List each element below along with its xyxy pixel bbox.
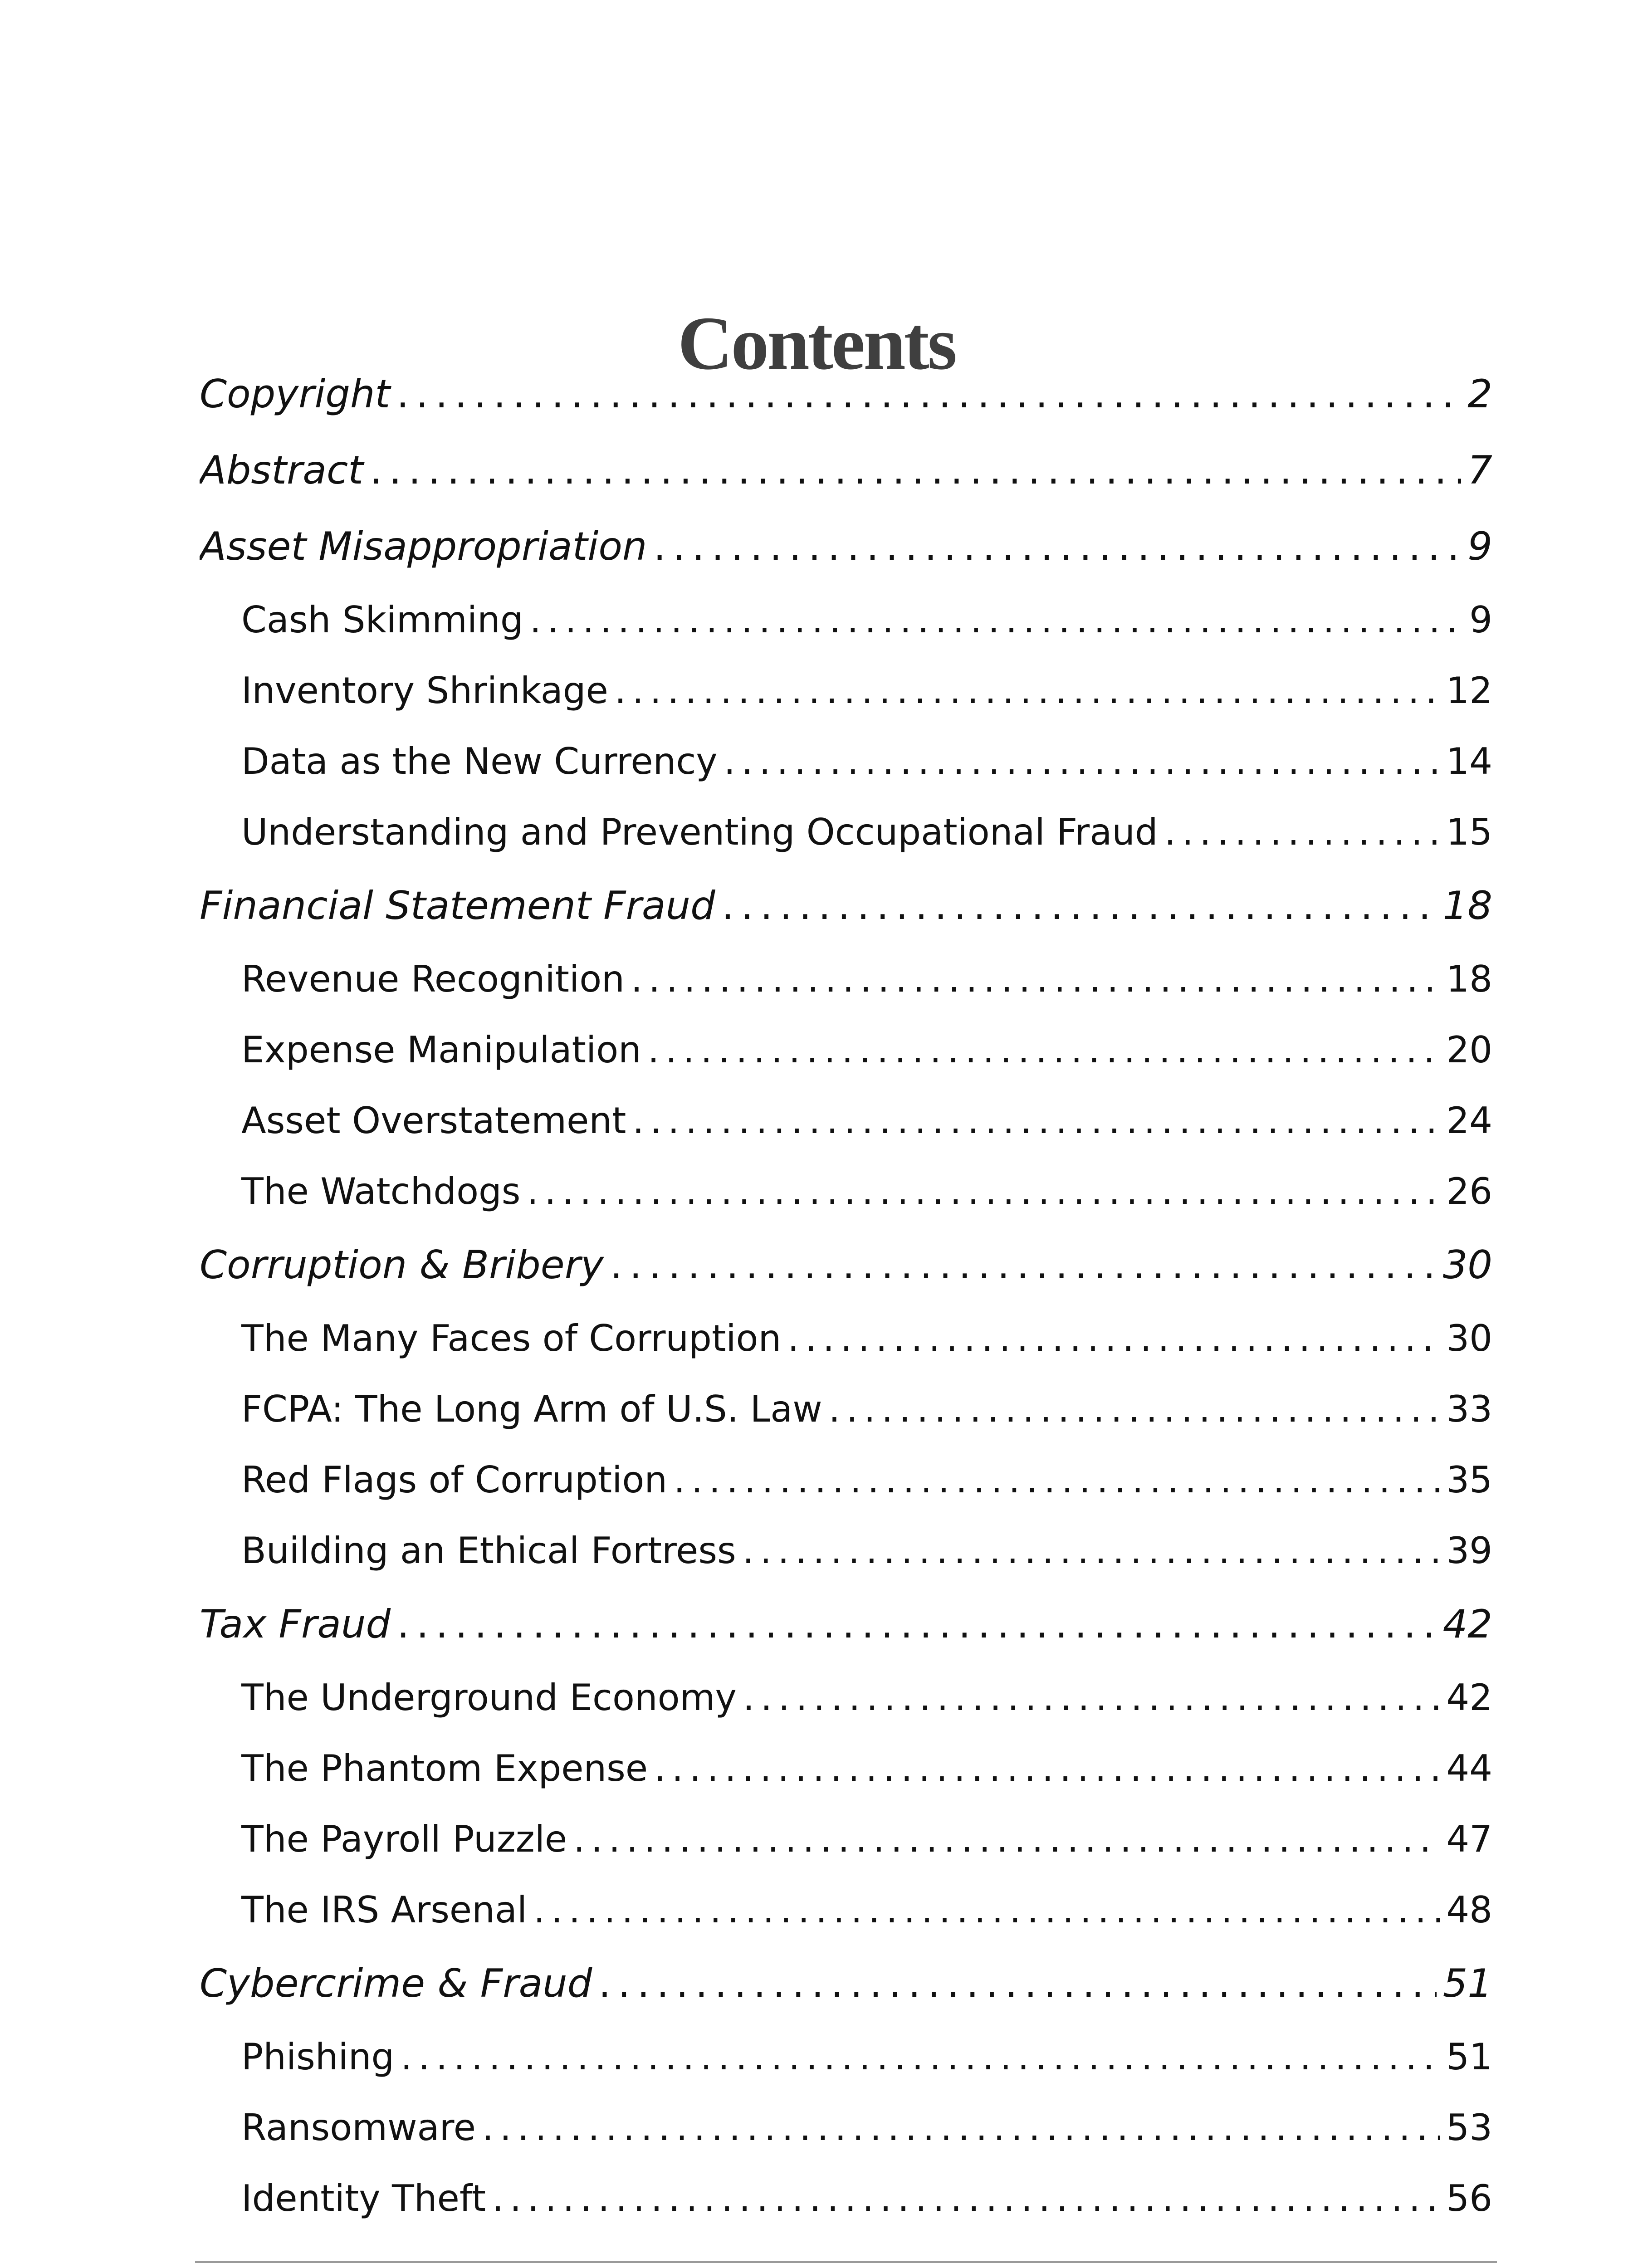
toc-entry-title: Cybercrime & Fraud [200,1961,592,2006]
toc-entry[interactable] [200,2022,1492,2092]
toc-page-number: 51 [1446,2036,1492,2078]
toc-entry[interactable] [200,1227,1492,1303]
dot-leader [396,356,1461,432]
toc-page-number: 26 [1446,1170,1492,1212]
dot-leader [533,1875,1440,1945]
dot-leader [615,655,1440,726]
toc-entry-title: Inventory Shrinkage [241,670,608,712]
dot-leader [610,1227,1437,1303]
dot-leader [401,2022,1440,2092]
toc-entry-title: Asset Overstatement [241,1100,626,1142]
toc-entry-title: Ransomware [241,2107,476,2149]
toc-entry[interactable] [200,1662,1492,1733]
toc-entry-title: Copyright [200,371,391,417]
dot-leader [527,1156,1440,1227]
dot-leader [492,2163,1440,2234]
toc-entry[interactable] [200,1085,1492,1156]
toc-entry-title: Revenue Recognition [241,958,625,1000]
dot-leader [787,1303,1440,1374]
toc-entry[interactable] [200,868,1492,944]
toc-entry-title: Data as the New Currency [241,740,718,782]
toc-page-number: 33 [1446,1388,1492,1430]
toc-page-number: 42 [1442,1602,1492,1647]
toc-page-number: 24 [1446,1100,1492,1142]
toc-entry-title: The Underground Economy [241,1677,737,1719]
table-of-contents [200,356,1492,2234]
toc-entry[interactable] [200,2163,1492,2234]
toc-page-number: 20 [1446,1029,1492,1071]
toc-entry[interactable] [200,726,1492,797]
toc-entry[interactable] [200,797,1492,868]
toc-page-number: 12 [1446,670,1492,712]
toc-page-number: 30 [1442,1242,1492,1288]
dot-leader [653,508,1461,585]
toc-entry[interactable] [200,944,1492,1015]
toc-entry[interactable] [200,432,1492,508]
toc-entry[interactable] [200,356,1492,432]
dot-leader [648,1015,1440,1085]
toc-entry-title: Identity Theft [241,2177,486,2219]
toc-page-number: 2 [1467,371,1492,417]
toc-page-number: 35 [1446,1459,1492,1501]
toc-page-number: 14 [1446,740,1492,782]
dot-leader [573,1804,1440,1875]
toc-entry[interactable] [200,1445,1492,1515]
toc-entry-title: Cash Skimming [241,599,523,641]
dot-leader [530,585,1463,655]
toc-entry-title: FCPA: The Long Arm of U.S. Law [241,1388,822,1430]
toc-entry[interactable] [200,1015,1492,1085]
toc-entry-title: The Phantom Expense [241,1747,648,1789]
toc-entry-title: Building an Ethical Fortress [241,1530,736,1572]
toc-entry-title: Understanding and Preventing Occupational Fraud [241,811,1158,853]
toc-page-number: 39 [1446,1530,1492,1572]
toc-page-number: 42 [1446,1677,1492,1719]
toc-entry-title: Red Flags of Corruption [241,1459,668,1501]
toc-entry[interactable] [200,1733,1492,1804]
toc-entry[interactable] [200,1875,1492,1945]
toc-page-number: 7 [1467,448,1492,493]
toc-entry[interactable] [200,585,1492,655]
toc-page-number: 56 [1446,2177,1492,2219]
toc-page-number: 9 [1469,599,1492,641]
toc-entry-title: Corruption & Bribery [200,1242,604,1288]
toc-entry[interactable] [200,1303,1492,1374]
toc-entry[interactable] [200,655,1492,726]
toc-entry[interactable] [200,1586,1492,1662]
dot-leader [743,1662,1440,1733]
dot-leader [397,1586,1437,1662]
toc-entry-title: Asset Misappropriation [200,524,647,569]
toc-entry[interactable] [200,1374,1492,1445]
toc-entry-title: Abstract [200,448,364,493]
toc-page-number: 44 [1446,1747,1492,1789]
dot-leader [722,868,1437,944]
toc-entry-title: Expense Manipulation [241,1029,641,1071]
toc-entry-title: Phishing [241,2036,395,2078]
dot-leader [654,1733,1440,1804]
toc-entry[interactable] [200,508,1492,585]
toc-entry-title: The Many Faces of Corruption [241,1317,782,1359]
toc-page-number: 15 [1446,811,1492,853]
toc-entry-title: The Payroll Puzzle [241,1818,567,1860]
toc-entry[interactable] [200,1515,1492,1586]
toc-entry[interactable] [200,2092,1492,2163]
toc-entry[interactable] [200,1156,1492,1227]
dot-leader [1164,797,1440,868]
toc-page-number: 18 [1442,883,1492,929]
toc-page-number: 53 [1446,2107,1492,2149]
dot-leader [829,1374,1440,1445]
toc-page-number: 51 [1442,1961,1492,2006]
dot-leader [370,432,1461,508]
page-title: Contents [677,301,956,386]
footer-divider [195,2261,1497,2263]
dot-leader [631,944,1440,1015]
dot-leader [598,1945,1436,2022]
toc-entry-title: Tax Fraud [200,1602,391,1647]
toc-page-number: 9 [1467,524,1492,569]
toc-entry[interactable] [200,1804,1492,1875]
toc-entry-title: The Watchdogs [241,1170,521,1212]
toc-page-number: 30 [1446,1317,1492,1359]
dot-leader [632,1085,1440,1156]
toc-page-number: 48 [1446,1889,1492,1931]
toc-entry[interactable] [200,1945,1492,2022]
toc-entry-title: Financial Statement Fraud [200,883,715,929]
dot-leader [743,1515,1440,1586]
toc-entry-title: The IRS Arsenal [241,1889,528,1931]
toc-page-number: 18 [1446,958,1492,1000]
dot-leader [674,1445,1440,1515]
dot-leader [482,2092,1440,2163]
toc-page-number: 47 [1446,1818,1492,1860]
dot-leader [724,726,1440,797]
